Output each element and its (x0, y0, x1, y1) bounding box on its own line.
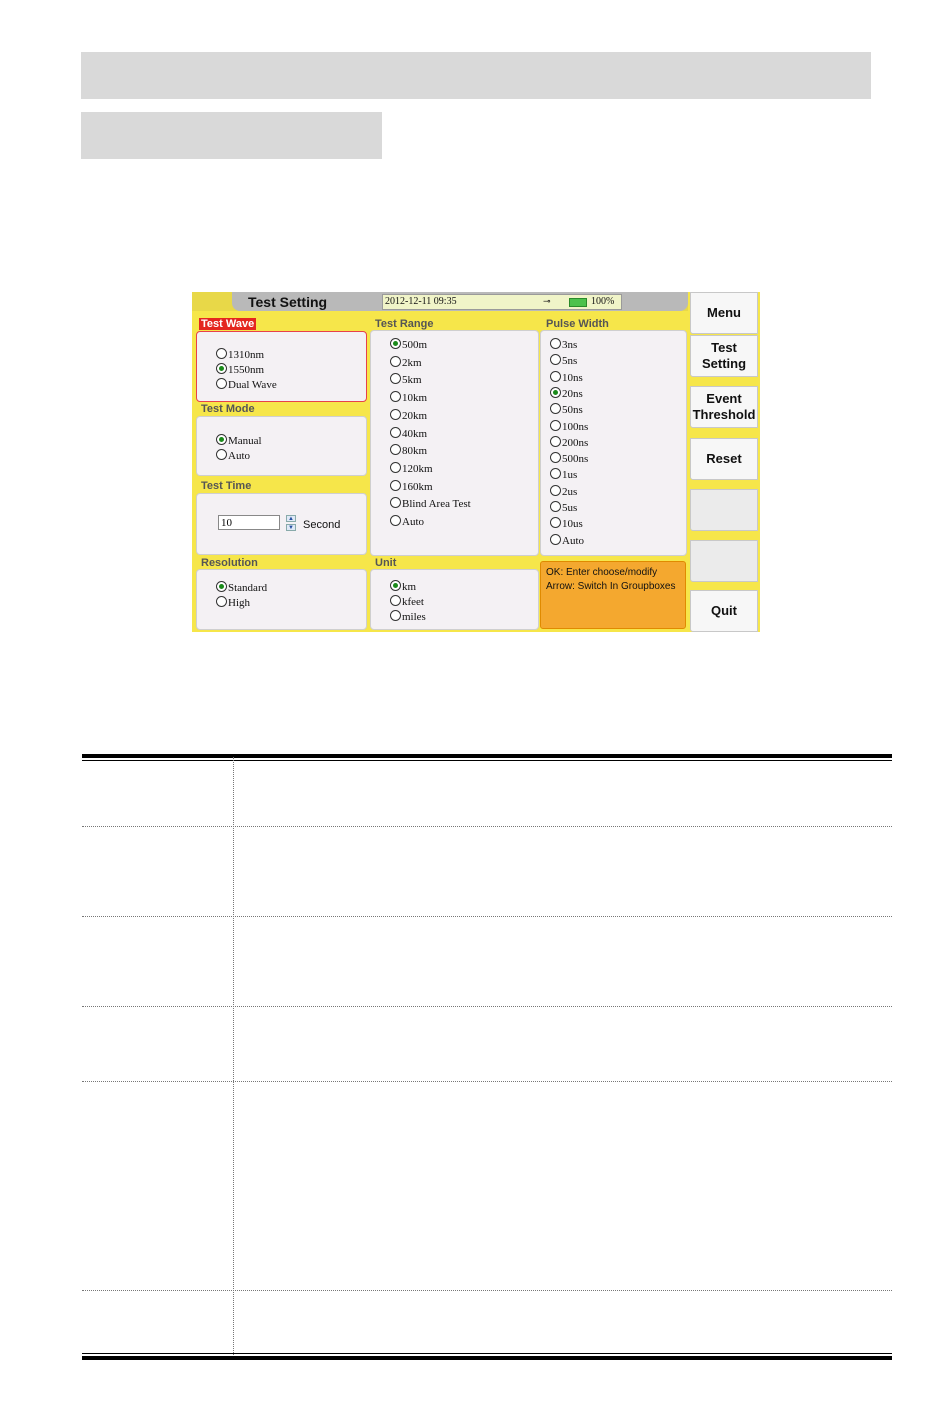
radio-button-icon[interactable] (550, 354, 561, 365)
test-time-spinner[interactable] (286, 515, 296, 531)
pulse-width-option[interactable] (550, 420, 588, 433)
radio-button-icon[interactable] (550, 387, 561, 398)
test-wave-option[interactable] (216, 348, 264, 361)
radio-button-icon[interactable] (550, 485, 561, 496)
radio-button-icon[interactable] (390, 427, 401, 438)
softkey-menu[interactable]: Menu (690, 292, 758, 334)
radio-button-icon[interactable] (390, 610, 401, 621)
battery-percent: 100% (591, 296, 615, 307)
pulse-width-option[interactable] (550, 387, 583, 400)
option-label: 120km (402, 462, 433, 475)
softkey-blank-4[interactable] (690, 489, 758, 531)
test-range-option[interactable] (390, 409, 427, 422)
test-range-option[interactable] (390, 373, 422, 386)
option-label: 2km (402, 356, 422, 369)
test-range-option[interactable] (390, 391, 427, 404)
test-mode-option[interactable] (216, 449, 250, 462)
option-label: Auto (402, 516, 424, 528)
option-label: km (402, 581, 417, 593)
option-label: 40km (402, 427, 428, 440)
radio-button-icon[interactable] (550, 534, 561, 545)
test-range-option[interactable] (390, 356, 422, 369)
test-time-input[interactable]: 10 (218, 515, 280, 530)
pulse-width-option[interactable] (550, 534, 584, 547)
option-label: 500m (402, 339, 428, 351)
option-label: 50ns (562, 404, 583, 417)
test-range-option[interactable] (390, 444, 427, 457)
screen-title: Test Setting (248, 294, 328, 310)
test-mode-label: Test Mode (201, 403, 255, 415)
pulse-width-option[interactable] (550, 468, 577, 481)
title-bar (192, 292, 688, 311)
option-label: 10km (402, 392, 428, 405)
option-label: Dual Wave (228, 379, 277, 391)
radio-button-icon[interactable] (550, 517, 561, 528)
test-time-label: Test Time (201, 480, 252, 492)
option-label: 1us (562, 469, 578, 482)
pulse-width-option[interactable] (550, 371, 583, 384)
hint-box (540, 561, 686, 629)
pulse-width-option[interactable] (550, 485, 577, 498)
radio-button-icon[interactable] (390, 515, 401, 526)
test-time-unit: Second (303, 519, 341, 531)
option-label: 2us (562, 485, 578, 498)
pulse-width-option[interactable] (550, 517, 583, 530)
table-row-divider (82, 1006, 892, 1007)
table-row-divider (82, 916, 892, 917)
softkey-event-threshold[interactable]: Event Threshold (690, 386, 758, 428)
radio-button-icon[interactable] (390, 480, 401, 491)
hint-line-ok: OK: Enter choose/modify (546, 567, 658, 578)
radio-button-icon[interactable] (390, 580, 401, 591)
resolution-label: Resolution (201, 557, 258, 569)
pulse-width-option[interactable] (550, 338, 577, 351)
radio-button-icon[interactable] (216, 378, 227, 389)
softkey-test-setting[interactable]: Test Setting (690, 335, 758, 377)
subheader-bar-placeholder (81, 112, 382, 159)
option-label: 10ns (562, 371, 583, 384)
table-row-divider (82, 1290, 892, 1291)
test-range-option[interactable] (390, 497, 471, 510)
pulse-width-option[interactable] (550, 501, 577, 514)
option-label: 5km (402, 374, 422, 387)
radio-button-icon[interactable] (216, 434, 227, 445)
table-top-rule-thin (82, 760, 892, 761)
header-bar-placeholder (81, 52, 871, 99)
option-label: miles (402, 611, 426, 623)
option-label: Standard (228, 582, 268, 594)
table-top-rule (82, 754, 892, 758)
radio-button-icon[interactable] (216, 348, 227, 359)
test-mode-option[interactable] (216, 434, 262, 447)
pulse-width-option[interactable] (550, 403, 583, 416)
radio-button-icon[interactable] (390, 409, 401, 420)
softkey-blank-5[interactable] (690, 540, 758, 582)
radio-button-icon[interactable] (390, 373, 401, 384)
radio-button-icon[interactable] (550, 468, 561, 479)
option-label: 500ns (562, 453, 589, 466)
option-label: 10us (562, 518, 583, 531)
radio-button-icon[interactable] (550, 338, 561, 349)
unit-option[interactable] (390, 580, 416, 593)
softkey-quit[interactable]: Quit (690, 590, 758, 632)
radio-button-icon[interactable] (550, 420, 561, 431)
table-row-divider (82, 1081, 892, 1082)
test-range-option[interactable] (390, 338, 427, 351)
spin-down-icon[interactable]: ▼ (286, 524, 296, 531)
power-plug-icon: ⊸ (543, 297, 551, 307)
option-label: 1550nm (228, 364, 265, 376)
table-row-divider (82, 826, 892, 827)
pulse-width-option[interactable] (550, 436, 588, 449)
radio-button-icon[interactable] (390, 497, 401, 508)
radio-button-icon[interactable] (390, 595, 401, 606)
softkey-reset[interactable]: Reset (690, 438, 758, 480)
resolution-option[interactable] (216, 581, 267, 594)
pulse-width-option[interactable] (550, 452, 588, 465)
option-label: 100ns (562, 420, 589, 433)
test-range-option[interactable] (390, 480, 433, 493)
test-range-label: Test Range (375, 318, 434, 330)
radio-button-icon[interactable] (216, 449, 227, 460)
test-wave-option[interactable] (216, 363, 264, 376)
pulse-width-label: Pulse Width (546, 318, 609, 330)
test-wave-option[interactable] (216, 378, 277, 391)
hint-line-arrow: Arrow: Switch In Groupboxes (546, 581, 676, 592)
option-label: 160km (402, 480, 433, 493)
option-label: Blind Area Test (402, 498, 471, 511)
radio-button-icon[interactable] (390, 338, 401, 349)
option-label: 200ns (562, 436, 589, 449)
radio-button-icon[interactable] (550, 371, 561, 382)
table-bottom-rule-thin (82, 1353, 892, 1354)
radio-button-icon[interactable] (390, 391, 401, 402)
test-range-option[interactable] (390, 515, 424, 528)
status-bar (382, 294, 622, 310)
test-range-option[interactable] (390, 427, 427, 440)
option-label: 3ns (562, 339, 578, 351)
radio-button-icon[interactable] (550, 436, 561, 447)
test-setting-screenshot (192, 292, 760, 632)
radio-button-icon[interactable] (550, 501, 561, 512)
resolution-option[interactable] (216, 596, 250, 609)
radio-button-icon[interactable] (390, 356, 401, 367)
option-label: 80km (402, 445, 428, 458)
option-label: Auto (562, 534, 584, 547)
radio-button-icon[interactable] (216, 596, 227, 607)
spin-up-icon[interactable]: ▲ (286, 515, 296, 522)
option-label: Auto (228, 450, 250, 462)
pulse-width-option[interactable] (550, 354, 577, 367)
option-label: 5us (562, 502, 578, 514)
radio-button-icon[interactable] (390, 462, 401, 473)
table-bottom-rule (82, 1356, 892, 1360)
option-label: kfeet (402, 596, 424, 608)
option-label: Manual (228, 435, 262, 447)
radio-button-icon[interactable] (550, 403, 561, 414)
unit-label: Unit (375, 557, 397, 569)
option-label: High (228, 597, 250, 609)
datetime: 2012-12-11 09:35 (385, 296, 457, 307)
option-label: 1310nm (228, 349, 265, 361)
option-label: 20ns (562, 387, 583, 400)
test-range-option[interactable] (390, 462, 433, 475)
radio-button-icon[interactable] (216, 581, 227, 592)
table-column-divider (233, 757, 234, 1357)
radio-button-icon[interactable] (216, 363, 227, 374)
unit-option[interactable] (390, 595, 424, 608)
unit-option[interactable] (390, 610, 426, 623)
battery-icon (569, 298, 587, 307)
option-label: 5ns (562, 355, 578, 368)
radio-button-icon[interactable] (390, 444, 401, 455)
radio-button-icon[interactable] (550, 452, 561, 463)
test-wave-label: Test Wave (201, 318, 255, 330)
option-label: 20km (402, 409, 428, 422)
